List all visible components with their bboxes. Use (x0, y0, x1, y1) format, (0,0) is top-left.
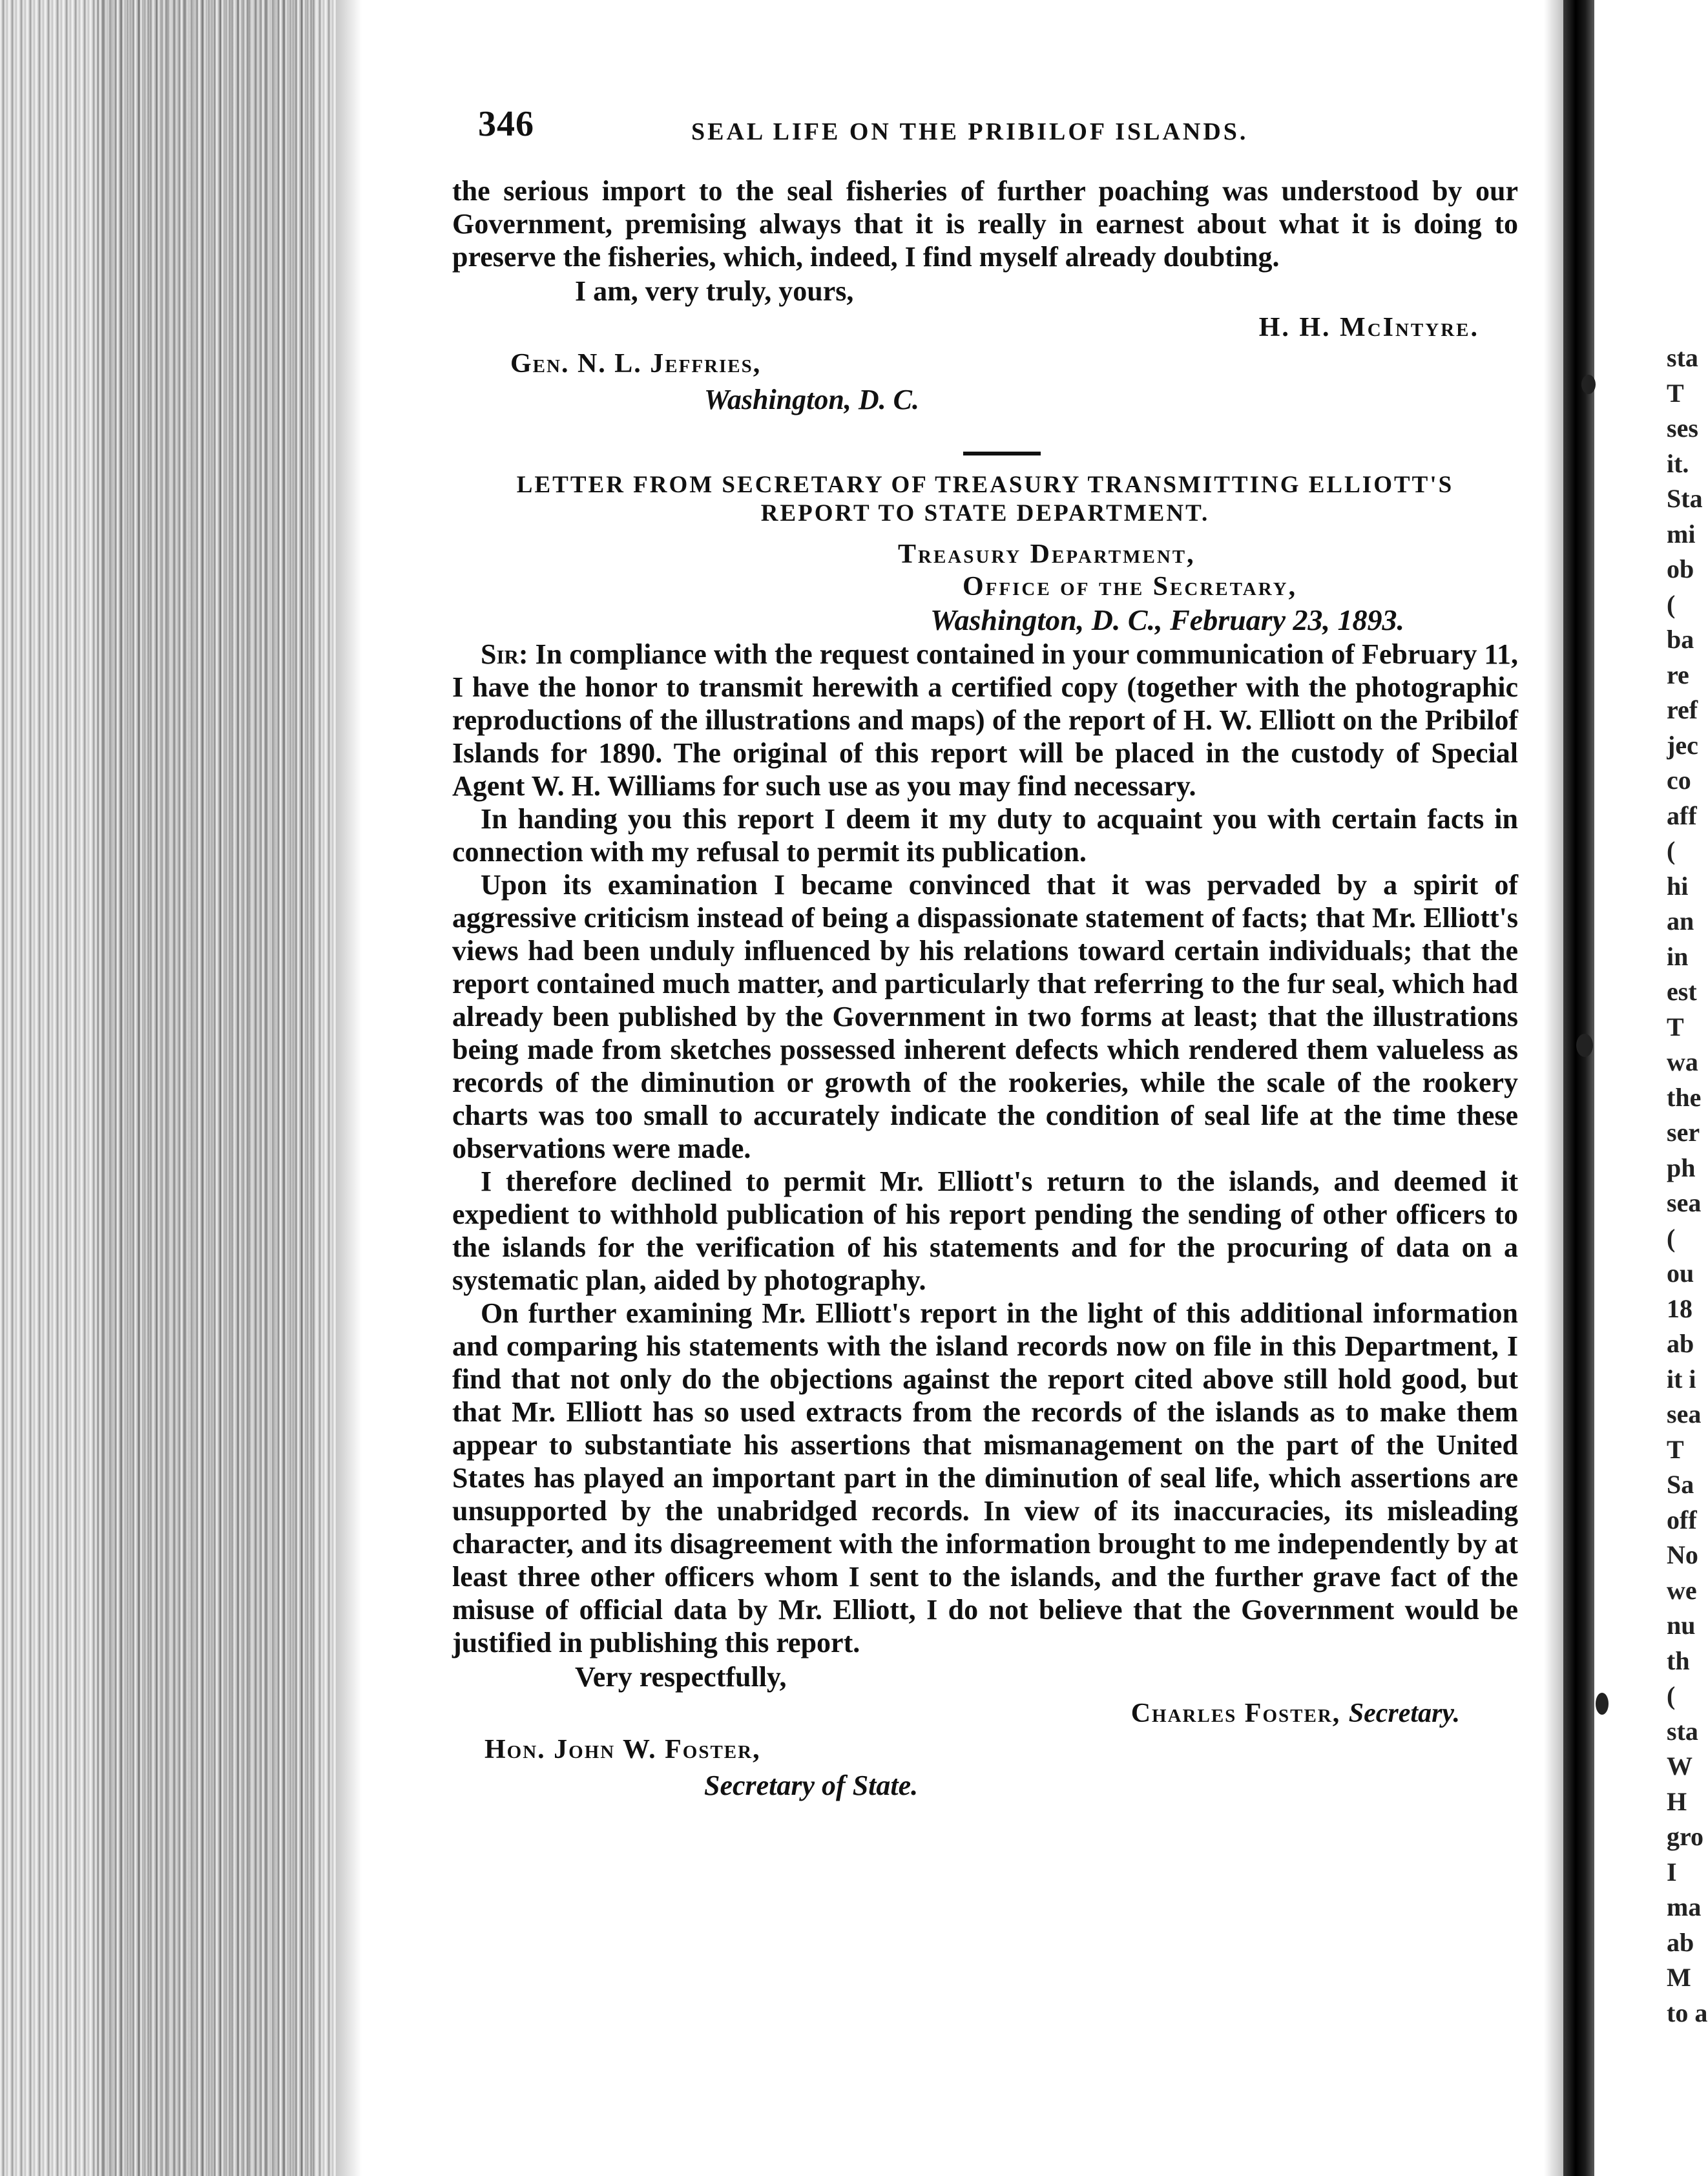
facing-page-fragment: hi (1667, 871, 1689, 901)
facing-page-fragment: mi (1667, 519, 1696, 549)
facing-page-fragment: ab (1667, 1329, 1694, 1358)
letter1-continuation: the serious import to the seal fisheries of further poaching was understood by our Government, premising always that it is really in earnest about what it is doing to preserve the fisheries, which, indeed, I find myself already doubting. (452, 175, 1518, 273)
section-heading-line-1: LETTER FROM SECRETARY OF TREASURY TRANSMITTING ELLIOTT'S (516, 472, 1454, 498)
letter1-closing: I am, very truly, yours, (575, 275, 854, 307)
letter2-closing: Very respectfully, (575, 1661, 787, 1693)
letter2-paragraph-1-text: In compliance with the request contained in your communication of February 11, I have the honor to transmit herewith a certified copy (together with the photographic reproductions of the illustrations and maps) of the report of H. W. Elliott on the Pribilof Islands for 1890. The original of this report will be placed in the custody of Special Agent W. H. Williams for such use as you may find necessary. (452, 638, 1519, 802)
facing-page-fragment: sta (1667, 1716, 1698, 1746)
letter1-addressee-place: Washington, D. C. (704, 384, 919, 415)
facing-page-fragment: co (1667, 766, 1691, 795)
facing-page-fragment: ( (1667, 589, 1676, 619)
facing-page-fragment: to a (1667, 1998, 1708, 2027)
facing-page-fragment: ob (1667, 554, 1694, 583)
binding-shadow (1544, 0, 1563, 2176)
facing-page-fragment: T (1667, 378, 1684, 408)
letter2-recipient-title: Secretary of State. (704, 1770, 919, 1801)
facing-page-fragment: T (1667, 1012, 1684, 1041)
facing-page-fragment: it i (1667, 1364, 1696, 1394)
section-heading (452, 471, 1518, 528)
dept-line-1: Treasury Department, (898, 539, 1196, 569)
dept-line-2: Office of the Secretary, (963, 572, 1298, 602)
section-divider (963, 452, 1041, 455)
letter2-paragraph-2: In handing you this report I deem it my duty to acquaint you with certain facts in connection with my refusal to permit its publication. (452, 803, 1518, 868)
ink-mark (1581, 375, 1596, 394)
facing-page-fragment: the (1667, 1082, 1702, 1112)
facing-page-fragment: T (1667, 1434, 1684, 1464)
letter2-paragraph-3: Upon its examination I became convinced that it was pervaded by a spirit of aggressive criticism instead of being a dispassionate statement of facts; that Mr. Elliott's views had been unduly influenced by his relations toward certain individuals; that the report contained much matter, and particularly that referring to the fur seal, which had already been published by the Government in two forms at least; that the illustrations being made from sketches possessed inherent defects which rendered them valueless as records of the diminution or growth of the rookeries, while the scale of the rookery charts was too small to accurately indicate the condition of seal life at the time these observations were made. (452, 869, 1518, 1164)
facing-page-fragment: off (1667, 1505, 1697, 1534)
facing-page-fragment: Sta (1667, 484, 1703, 513)
facing-page-fragment: ser (1667, 1118, 1700, 1147)
facing-page-fragment: aff (1667, 800, 1697, 830)
letter1-signer: H. H. McIntyre. (1258, 313, 1479, 342)
facing-page-fragment: No (1667, 1540, 1698, 1569)
facing-page-fragments (1667, 0, 1708, 2176)
book-binding-seam (1563, 0, 1594, 2176)
facing-page-fragment: re (1667, 660, 1689, 689)
facing-page-fragment: it. (1667, 448, 1689, 478)
facing-page-fragment: we (1667, 1575, 1697, 1605)
page-left-margin-shadow (336, 0, 362, 2176)
letter2-signer-role: Secretary. (1348, 1699, 1460, 1728)
facing-page-fragment: jec (1667, 730, 1698, 760)
section-heading-line-2: REPORT TO STATE DEPARTMENT. (760, 500, 1210, 527)
facing-page-fragment: nu (1667, 1611, 1696, 1640)
letter2-paragraph-4: I therefore declined to permit Mr. Elliott's return to the islands, and deemed it expedient to withhold publication of his report pending the sending of other officers to the islands for the verification of his statements and for the procuring of data on a systematic plan, aided by photography. (452, 1166, 1518, 1296)
facing-page-fragment: sea (1667, 1188, 1702, 1217)
book-page-edges-shading (97, 0, 317, 2176)
facing-page-fragment: ph (1667, 1153, 1696, 1182)
letter2-paragraph-1 (452, 638, 1518, 802)
page-number: 346 (478, 104, 534, 144)
salutation: Sir: (481, 638, 528, 670)
facing-page-fragment: H (1667, 1786, 1687, 1816)
facing-page-fragment: ba (1667, 625, 1694, 654)
letter2-signer-name: Charles Foster, (1130, 1699, 1341, 1728)
facing-page-fragment: ou (1667, 1259, 1694, 1288)
facing-page-fragment: an (1667, 906, 1694, 936)
letter2-recipient-name: Hon. John W. Foster, (484, 1735, 761, 1764)
ink-mark (1576, 1034, 1593, 1057)
facing-page-fragment: in (1667, 941, 1689, 971)
running-title: SEAL LIFE ON THE PRIBILOF ISLANDS. (691, 118, 1249, 145)
facing-page-fragment: ma (1667, 1892, 1702, 1921)
page-content (452, 103, 1518, 1804)
facing-page-fragment: est (1667, 977, 1697, 1006)
facing-page-fragment: gro (1667, 1822, 1704, 1851)
facing-page-fragment: ses (1667, 413, 1698, 443)
facing-page-fragment: ( (1667, 836, 1676, 865)
facing-page-fragment: ab (1667, 1927, 1694, 1957)
running-head (452, 103, 1518, 174)
facing-page-fragment: ( (1667, 1681, 1676, 1710)
facing-page-fragment: W (1667, 1752, 1692, 1781)
letter-date: Washington, D. C., February 23, 1893. (930, 603, 1405, 636)
facing-page-fragment: sea (1667, 1399, 1702, 1428)
facing-page-fragment: wa (1667, 1047, 1698, 1076)
facing-page-fragment: M (1667, 1963, 1691, 1992)
facing-page-fragment: ( (1667, 1223, 1676, 1253)
ink-mark (1596, 1693, 1609, 1715)
letter2-paragraph-5: On further examining Mr. Elliott's report in the light of this additional information and comparing his statements with the island records now on file in this Department, I find that not only do the objections against the report cited above still hold good, but that Mr. Elliott has so used extracts from the records of the islands as to make them appear to substantiate his assertions that mismanagement on the part of the United States has played an important part in the diminution of seal life, which assertions are unsupported by the unabridged records. In view of its inaccuracies, its misleading character, and its disagreement with the information brought to me independently by at least three other officers whom I sent to the islands, and the further grave fact of the misuse of official data by Mr. Elliott, I do not believe that the Government would be justified in publishing this report. (452, 1297, 1518, 1658)
letter1-addressee-name: Gen. N. L. Jeffries, (510, 349, 762, 379)
facing-page-fragment: Sa (1667, 1470, 1694, 1499)
letter2-signature (452, 1695, 1518, 1731)
facing-page-fragment: sta (1667, 343, 1698, 372)
facing-page-fragment: ref (1667, 695, 1698, 724)
facing-page-fragment: I (1667, 1857, 1677, 1887)
facing-page-fragment: th (1667, 1646, 1690, 1675)
facing-page-fragment: 18 (1667, 1293, 1692, 1323)
